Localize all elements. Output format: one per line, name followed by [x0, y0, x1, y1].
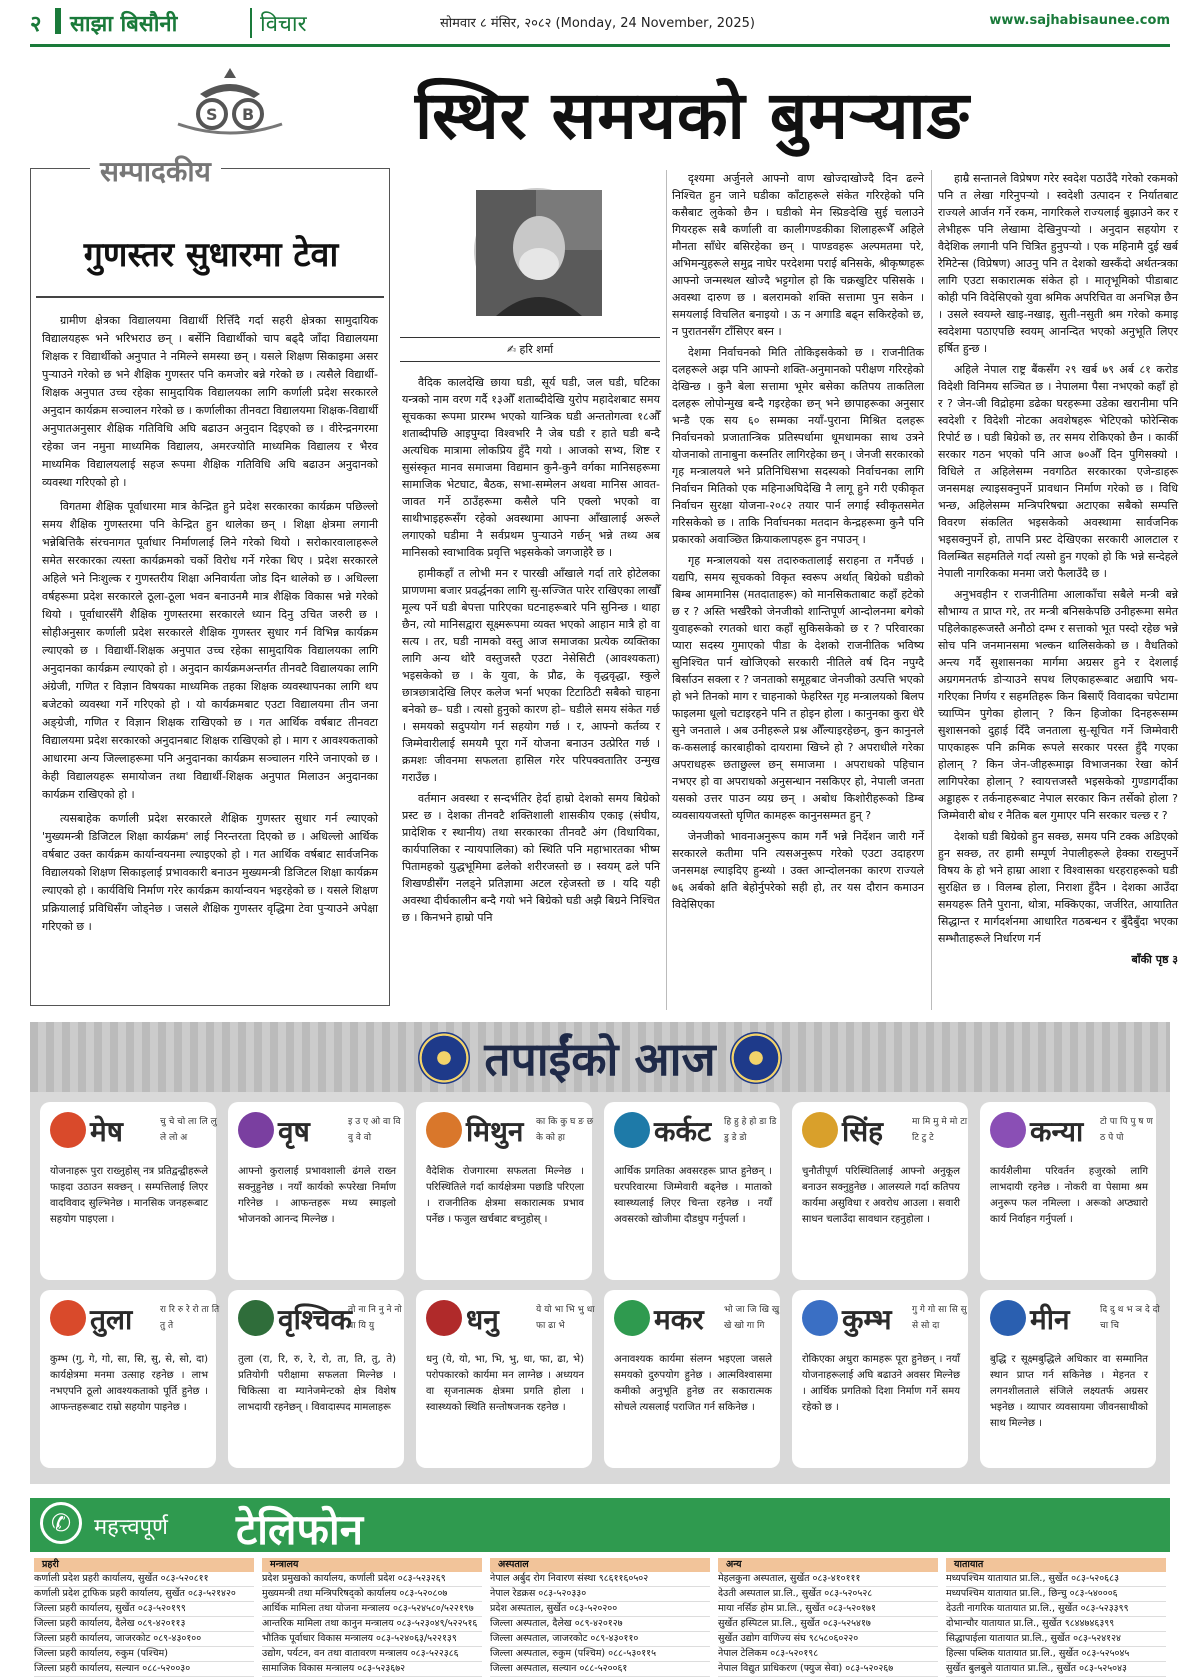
website-link[interactable]: www.sajhabisaunee.com [989, 13, 1170, 28]
horoscope-card-header [990, 1298, 1160, 1342]
article-paragraph: अहिले नेपाल राष्ट्र बैंकसँग २९ खर्ब ७९ अर्ब ८१ करोड विदेशी विनिमय सञ्चित छ । नेपालमा पैसा नभएको कहाँ हो र ? जेन-जी विद्रोहमा डढेका घरहरूमा उडेका खरानीमा पनि स्वदेशी र विदेशी नोटका अवशेषहरू भेटिएको फोरेन्सिक रिपोर्ट छ । घडी बिग्रेको छ, तर समय रोकिएको छैन । कार्की सरकार गठन भएको पनि आज ७०औँ दिन पुगिसक्यो । विधिले त अहिलेसम्म नवगठित सरकारका एजेन्डाहरू जनसमक्ष ल्याइसक्नुपर्ने प्रावधान निर्माण गरेको छ । विधि भन्छ, अहिलेसम्म मन्त्रिपरिषद्मा अटाएका सबैको सम्पत्ति विवरण संकलित भइसकेको अवस्थामा सार्वजनिक भइसक्नुपर्ने हो, तापनि प्रस्ट देखिएका सरकारी आलटाल र विलम्बित सहमतिले गर्दा त्यसो हुन गएको हो कि भन्ने सन्देहले नेपाली नागरिकका मनमा जरो फैलाउँदै छ । [938, 363, 1178, 580]
horoscope-text: कार्यशैलीमा परिवर्तन हजुरको लागि लाभदायी रहनेछ । नोकरी वा पेसामा श्रम अनुरूप फल नमिल्ला । अरूको अप्ठ्यारो कार्य निर्वाहन गर्नुपर्ला । [990, 1166, 1148, 1225]
logo-letter-b: B [242, 105, 255, 124]
telephone-entry: मुख्यमन्त्री तथा मन्त्रिपरिषद्को कार्यालय ०८३-५२०८०७ [262, 1587, 482, 1602]
telephone-category: अस्पताल [490, 1558, 710, 1572]
horoscope-card-mesh [40, 1102, 216, 1280]
cancer-icon [614, 1112, 650, 1148]
telephone-category: मन्त्रालय [262, 1558, 482, 1572]
sign-name: कर्कट [654, 1115, 712, 1148]
horoscope-text: कुम्भ (गु, गे, गो, सा, सि, सु, से, सो, दा) कार्यक्षेत्रमा मनमा उत्साह रहनेछ । लाभ नभएपनि ठूलो आवश्यकताको पूर्ति हुनेछ । आफन्तहरूबाट राम्रो सहयोग पाइनेछ । [50, 1354, 208, 1413]
telephone-entry: सुर्खेत उद्योग वाणिज्य संघ ९८५८०६०२२० [718, 1632, 938, 1647]
column-divider [931, 170, 932, 1010]
telephone-column [490, 1558, 710, 1674]
telephone-subtitle: महत्त्वपूर्ण [94, 1515, 168, 1540]
sign-name: तुला [90, 1303, 133, 1336]
horoscope-text: धनु (ये, यो, भा, भि, भु, धा, फा, ढा, भे) परोपकारको कार्यमा मन लाग्नेछ । अध्ययन वा सृजनात्मक क्षेत्रमा प्रगति होला । स्वास्थ्यको स्थिति सन्तोषजनक रहनेछ । [426, 1354, 584, 1413]
telephone-entry: माया नर्सिङ होम प्रा.लि., सुर्खेत ०८३-५२०१७१ [718, 1602, 938, 1617]
horoscope-card-header [614, 1298, 780, 1342]
article-column-2 [672, 170, 924, 1014]
horoscope-card-header [426, 1298, 595, 1342]
horoscope-card-kumbha [792, 1290, 968, 1468]
issue-date: सोमवार ८ मंसिर, २०८२ (Monday, 24 November, 2025) [440, 16, 755, 31]
sign-name: मीन [1030, 1303, 1070, 1336]
sign-letters: रा रि रु रे रो ता ति तु ते [160, 1305, 220, 1331]
editorial-tag: सम्पादकीय [90, 152, 221, 190]
sign-letters: मा मि मु मे मो टा टि टु टे [912, 1117, 968, 1143]
telephone-category: अन्य [718, 1558, 938, 1572]
telephone-entry: जिल्ला प्रहरी कार्यालय, सल्यान ०८८-५२००३० [34, 1662, 254, 1677]
article-paragraph: वर्तमान अवस्था र सन्दर्भतिर हेर्दा हाम्रो देशको समय बिग्रेको प्रस्ट छ । देशका तीनवटै शक्तिशाली शासकीय एकाइ (संघीय, प्रादेशिक र स्थानीय) तथा सरकारका तीनवटै अंग (विधायिका, कार्यपालिका र न्यायपालिका) को स्थिति पनि महाभारतका भीष्म पितामहको युद्धभूमिमा ढलेको शरीरजस्तो छ । स्वयम् ढले पनि शिखण्डीसँग नलड्ने प्रतिज्ञामा अटल रहेजस्तो छ । यदि यही अवस्था दीर्घकालीन बन्दै गयो भने बिग्रेको घडी अझै बिग्रने निश्चित छ । किनभने हाम्रो पनि [402, 792, 660, 924]
sign-letters: चु चे चो ला लि लु ले लो अ [160, 1117, 217, 1143]
horoscope-card-meen [980, 1290, 1160, 1468]
telephone-entry: सिद्धापाईला यातायात प्रा.लि., सुर्खेत ०८३-५२४१२४ [946, 1632, 1166, 1647]
telephone-entry: दोभान्चौर यातायात प्रा.लि., सुर्खेत ९८४४७४६३९९ [946, 1617, 1166, 1632]
telephone-entry: आर्थिक मामिला तथा योजना मन्त्रालय ०८३-५२४५८०/५२२१९७ [262, 1602, 482, 1617]
telephone-category: यातायात [946, 1558, 1166, 1572]
horoscope-card-header [50, 1298, 220, 1342]
telephone-column [946, 1558, 1166, 1674]
sign-letters: टो पा पि पु ष ण ठ पे पो [1100, 1117, 1153, 1143]
sign-letters: का कि कु घ ङ छ के को हा [536, 1117, 594, 1143]
sign-letters: दि दु थ भ ञ दे दो चा चि [1100, 1305, 1160, 1331]
horoscope-card-vrishchik [228, 1290, 404, 1468]
telephone-entry: कर्णाली प्रदेश ट्राफिक प्रहरी कार्यालय, सुर्खेत ०८३-५२१४२० [34, 1587, 254, 1602]
telephone-entry: प्रदेश अस्पताल, सुर्खेत ०८३-५२०२०० [490, 1602, 710, 1617]
article-paragraph: दृश्यमा अर्जुनले आफ्नो वाण खोज्दाखोज्दै दिन ढल्ने निश्चित हुन जाने घडीका काँटाहरूले संकेत गरिरहेको पनि कसैबाट लुकेको छैन । घडीको मेन स्प्रिङदेखि सुई चलाउने गियरहरू सबै कर्णाली वा कालीगण्डकीका शिलाहरूभैँ अहिले मौनता साँधेर बसिरहेका छन् । पाण्डवहरू अल्पमतमा परे, अभिमन्युहरूले समुद्र नाघेर परदेशमा पराई बनिसके, श्रीकृष्णहरू आफ्नो जन्मस्थल खोज्दै भट्टगोल हो कि चक्रखुटिर पसिसके । अवस्था दारुण छ । बलरामको शक्ति सत्तामा पुन सकेन । समयलाई विचलित बनाइयो । ऊ न अगाडि बढ्न सकिरहेको छ, न पुरातनसँग टाँसिएर बस्न । [672, 172, 924, 338]
sign-name: वृश्चिक [278, 1303, 353, 1336]
logo-letter-s: S [206, 105, 218, 124]
article-paragraph: वैदिक कालदेखि छाया घडी, सूर्य घडी, जल घडी, घटिका यन्त्रको नाम वरण गर्दै १३औँ शताब्दीदेखि युरोप महादेशबाट समय सूचकका रूपमा प्रारम्भ भएको यान्त्रिक घडी अन्ततोगत्वा १८औँ शताब्दीपछि आइपुग्दा विश्वभरि नै जेब घडी र हाते घडी बन्दै अत्यधिक मात्रामा लोकप्रिय हुँदै गयो । आजको सभ्य, शिष्ट र सुसंस्कृत मानव समाजमा विद्यमान कुनै-कुनै वर्गका मानिसहरूमा सामाजिक भेटघाट, बैठक, सभा-सम्मेलन अथवा मानिस आवत-जावत गर्ने ठाउँहरूमा कसैले पनि एक्लो भएको वा साथीभाइहरूसँग रहेको अवस्थामा आफ्ना आँखालाई अरूले लगाएको घडीमा नै सर्वप्रथम पुऱ्याउने गर्छन् भन्ने तथ्य अब मानिसको स्वाभाविक प्रवृत्ति भइसकेको जगजाहेरै छ । [402, 376, 660, 559]
horoscope-title: तपाईंको आज [484, 1032, 716, 1086]
telephone-entry: नेपाल रेडक्रस ०८३-५२०३३० [490, 1587, 710, 1602]
pisces-icon [990, 1300, 1026, 1336]
horoscope-header [370, 1028, 830, 1088]
horoscope-card-header [426, 1110, 594, 1154]
telephone-entry: नेपाल टेलिकम ०८३-५२०१९८ [718, 1647, 938, 1662]
article-paragraph: हामीकहाँ त लोभी मन र पारखी आँखाले गर्दा तारे होटेलका प्राणणमा बजार प्रवर्द्धनका लागि सु-सज्जित पारेर राखिएका लाखौँ मूल्य पर्ने घडी बेपत्ता पारिएका घटनाहरूबारे पनि सुनिन्छ । थाहा छैन, त्यो मानिसद्वारा सूक्ष्मरूपमा व्यक्त भएको आहान मात्रै हो वा सत्य । तर, घडी नामको वस्तु आज समाजका प्रत्येक व्यक्तिका लागि अन्य थोरै वस्तुजस्तै एउटा नेसेसिटी (आवश्यकता) भइसकेको छ । के युवा, के प्रौढ, के वृद्धवृद्धा, स्कुले छात्रछात्रादेखि लिएर कलेज भर्ना भएका टिटाठिटी सबैको चाहना बनेको छ– घडी । त्यसो हुनुको कारण हो– घडीले समय संकेत गर्छ । समयको सदुपयोग गर्न सहयोग गर्छ । र, आफ्नो कर्तव्य र जिम्मेवारीलाई समयमै पूरा गर्ने योजना बनाउन उत्प्रेरित गर्छ । क्रमशः जीवनमा सफलता हासिल गरेर परिपक्वतातिर उन्मुख गराउँछ । [402, 567, 660, 784]
telephone-entry: प्रदेश प्रमुखको कार्यालय, कर्णाली प्रदेश ०८३-५२३२६९ [262, 1572, 482, 1587]
telephone-entry: सुर्खेत हस्पिटल प्रा.लि., सुर्खेत ०८३-५२५४१७ [718, 1617, 938, 1632]
horoscope-text: अनावश्यक कार्यमा संलग्न भइएला जसले समयको दुरुपयोग हुनेछ । आत्मविश्वासमा कमीको अनुभूति हुनेछ तर सकारात्मक सोचले त्यसलाई पराजित गर्न सकिनेछ । [614, 1354, 772, 1413]
horoscope-card-header [238, 1110, 401, 1154]
sign-letters: इ उ ए ओ वा वि वु वे वो [348, 1117, 401, 1143]
horoscope-text: बुद्धि र सूक्ष्मबुद्धिले अधिकार वा सम्मानित स्थान प्राप्त गर्न सकिनेछ । मेहनत र लगनशीलताले संजिले लक्ष्यतर्फ अग्रसर भइनेछ । व्यापार व्यवसायमा जीवनसाथीको साथ मिल्नेछ । [990, 1354, 1148, 1429]
sign-letters: ये यो भा भि भु धा फा ढा भे [536, 1305, 595, 1331]
horoscope-card-makar [604, 1290, 780, 1468]
telephone-entry: आन्तरिक मामिला तथा कानुन मन्त्रालय ०८३-५२३०४९/५२२५१६ [262, 1617, 482, 1632]
capricorn-icon [614, 1300, 650, 1336]
telephone-entry: मध्यपश्चिम यातायात प्रा.लि., सुर्खेत ०८३-५२०६८३ [946, 1572, 1166, 1587]
telephone-entry: जिल्ला प्रहरी कार्यालय, जाजरकोट ०८९-४३०१०० [34, 1632, 254, 1647]
telephone-column [718, 1558, 938, 1674]
editorial-paragraph: ग्रामीण क्षेत्रका विद्यालयमा विद्यार्थी रित्तिँदै गर्दा सहरी क्षेत्रका सामुदायिक विद्यालयहरू भने भरिभराउ छन् । बर्सेनि विद्यार्थीको चाप बढ्दै जाँदा विद्यालयमा शिक्षक र विद्यार्थीको अनुपात ने नमिल्ने समस्या छन् । यसले शिक्षण सिकाइमा असर पुऱ्याउने गरेको छ भने शैक्षिक गुणस्तर पनि कमजोर बन्ने गरेको छ । त्यसैले विद्यार्थी-शिक्षक अनुपात उच्च रहेका सामुदायिक विद्यालयका लागि कर्णाली प्रदेश सरकारले अनुदान कार्यक्रम सञ्चालन गरेको छ । कर्णालीका तीनवटा विद्यालयमा शिक्षक-विद्यार्थी अनुपातअनुसार शैक्षिक गतिविधि अघि बढाउन अनुदान दिइएको छ । वीरेन्द्रनगरमा रहेका जन नमुना माध्यमिक विद्यालय, अमरज्योति माध्यमिक विद्यालय र भैरव माध्यमिक विद्यालयलाई सहज रूपमा शैक्षिक गतिविधि अघि बढाउन अनुदानको व्यवस्था गरिएको हो । [42, 314, 378, 489]
scorpio-icon [238, 1300, 274, 1336]
horoscope-card-header [50, 1110, 217, 1154]
taurus-icon [238, 1112, 274, 1148]
editorial-body [42, 312, 378, 942]
telephone-entry: भौतिक पूर्वाधार विकास मन्त्रालय ०८३-५२४०६३/५२२१३९ [262, 1632, 482, 1647]
logo [170, 64, 290, 144]
article-paragraph: गृह मन्त्रालयको यस तदारुकतालाई सराहना त गर्नैपर्छ । यद्यपि, समय सूचकको विकृत स्वरूप अर्थात् बिग्रेको घडीको बिम्ब आममानिस (मतदाताहरू) को मानसिकताबाट कहाँ हटेको छ र ? अस्ति भर्खरैको जेनजीको शान्तिपूर्ण आन्दोलनमा बगेको युवाहरूको रगतको धारा कहाँ सुकिसकेको छ र ? परिवारका प्यारा सदस्य गुमाएको पीडा के देशको राजनीतिक भविष्य सुनिश्चित पार्न खोजिएको सरकारी नीतिले वर्ष दिन नपुग्दै बिर्साउन सक्ला र ? जनताको समूहबाट जेनजीको उत्पत्ति भएको हो भने तिनको माग र चाहनाको फेहरिस्त गृह मन्त्रालयको बिलप फाइलमा धूलो चटाइरहने पनि त होइन होला । कानुनका कुरा धेरै सुने जनताले । अब उनीहरूले प्रश्न औँल्याइरहेछन्, कुन कानुनले क-कसलाई कारबाहीको दायरामा खिच्ने हो ? अपराधीले गरेका अपराधहरू छताछुल्ल छन् समाजमा । अपराधको पहिचान नभएर हो वा अपराधको अनुसन्धान नसकिएर हो, नेपाली जनता यसको उत्तर पाउन व्यग्र छन् । अबोध किशोरीहरूको डिम्ब व्यवसाययजस्तो घृणित कामहरू कानुनसम्मत हुन् ? [672, 554, 924, 822]
article-paragraph: अनुभवहीन र राजनीतिमा आलाकाँचा सबैले मन्त्री बन्ने सौभाग्य त प्राप्त गरे, तर मन्त्री बनिसकेपछि उनीहरूमा समेत पहिलेकाहरूजस्तै अनौठो दम्भ र सत्ताको भूत पस्दो रहेछ भन्ने सोच पनि जनमानसमा भल्कन थालिसकेको छ । वैधतिको अन्त्य गर्दै सुशासनका मार्गमा अग्रसर हुने र देशलाई अग्रगमनतर्फ डोऱ्याउने सपथ लिएकाहरूबाट अद्यापि भय-गरिएका निर्णय र सहमतिहरू किन बिसाएँ विवादका चपेटामा च्याप्पिन पुगेका होलान् ? किन हिजोका दिनहरूसम्म सुशासनको दुहाई दिँदै जनताला सु-सूचित गर्ने जिम्मेवारी पाएकाहरू पनि क्रमिक रूपले सरकार परस्त हुँदै गएका होलान् ? किन जेन-जीहरूमाझ विभाजनका रेखा कोर्न लागिपरेका होलान् ? स्वायत्तजस्तै भइसकेको गुण्डागर्दीका अड्डाहरू र तर्कनाहरूबाट नेपाल सरकार किन तर्सेको होला ? जिम्मेवारी बोध र नैतिक बल गुमाएर पनि सरकार चल्छ र ? [938, 588, 1178, 822]
author-byline: ✍ हरि शर्मा [400, 337, 660, 362]
sign-name: कन्या [1030, 1115, 1084, 1148]
horoscope-card-vrish [228, 1102, 404, 1280]
sign-name: धनु [466, 1303, 499, 1336]
telephone-entry: जिल्ला अस्पताल, जाजरकोट ०८९-४३०११० [490, 1632, 710, 1647]
editorial-divider [36, 296, 384, 298]
page-number: २ [30, 12, 42, 37]
sign-letters: भो जा जि खि खु खे खो गा गि [724, 1305, 780, 1331]
sign-name: मिथुन [466, 1115, 524, 1148]
sign-letters: गु गे गो सा सि सु से सो दा [912, 1305, 967, 1331]
horoscope-card-header [802, 1298, 967, 1342]
masthead [0, 0, 1200, 44]
telephone-entry: देउती अस्पताल प्रा.लि., सुर्खेत ०८३-५२०५२८ [718, 1587, 938, 1602]
horoscope-text: वैदेशिक रोजगारमा सफलता मिल्नेछ । परिस्थितिले गर्दा कार्यक्षेत्रमा पछाडि परिएला । राजनीतिक क्षेत्रमा सकारात्मक प्रभाव पर्नेछ । फजुल खर्चबाट बच्नुहोस् । [426, 1166, 584, 1225]
article-paragraph: देशको घडी बिग्रेको हुन सक्छ, समय पनि टक्क अडिएको हुन सक्छ, तर हामी सम्पूर्ण नेपालीहरूले हेक्का राख्नुपर्ने विषय के हो भने हाम्रा आशा र विश्वासका धरहराहरूको घडी सुरक्षित छ । विलम्ब होला, निराशा हुँदैन । देशका आउँदा समयहरू तिनै पुराना, थोत्रा, मक्किएका, जर्जरित, आयातित सिद्धान्त र मार्गदर्शनमा आधारित गठबन्धन र बुँदैबुँदा भएका सम्भौताहरूले निर्धारण गर्न [938, 830, 1178, 945]
editorial-title: गुणस्तर सुधारमा टेवा [83, 235, 339, 275]
horoscope-card-kanya [980, 1102, 1156, 1280]
page-number-bar [55, 8, 61, 34]
article-paragraph: जेनजीको भावनाअनुरूप काम गर्नै भन्ने निर्देशन जारी गर्ने सरकारले कतीमा पनि त्यसअनुरूप गरेको एउटा उदाहरण जनसमक्ष ल्याइदिए हुन्थ्यो । उक्त आन्दोलनका कारण राज्यले ७६ अर्बको क्षति बेहोर्नुपरेको सही हो, तर यस दौरान कमाउन विदेसिएका [672, 830, 924, 911]
telephone-entry: जिल्ला अस्पताल, सल्यान ०८८-५२००६१ [490, 1662, 710, 1677]
article-column-3 [938, 170, 1178, 1014]
telephone-entry: सामाजिक विकास मन्त्रालय ०८३-५२३६७२ [262, 1662, 482, 1677]
horoscope-card-simha [792, 1102, 968, 1280]
sign-name: सिंह [842, 1115, 884, 1148]
telephone-column [34, 1558, 254, 1674]
sign-name: मेष [90, 1115, 123, 1148]
telephone-title: टेलिफोन [236, 1505, 364, 1554]
telephone-entry: देउती नागरिक यातायात प्रा.लि., सुर्खेत ०८३-५२३३९९ [946, 1602, 1166, 1617]
gemini-icon [426, 1112, 462, 1148]
horoscope-card-mithun [416, 1102, 592, 1280]
section-name: विचार [250, 8, 307, 38]
leo-icon [802, 1112, 838, 1148]
continued-page-link[interactable]: बाँकी पृष्ठ ३ [1131, 953, 1178, 966]
telephone-entry: कर्णाली प्रदेश प्रहरी कार्यालय, सुर्खेत ०८३-५२०८११ [34, 1572, 254, 1587]
horoscope-card-header [990, 1110, 1153, 1154]
horoscope-text: आर्थिक प्रगतिका अवसरहरू प्राप्त हुनेछन् । घरपरिवारमा जिम्मेवारी बढ्नेछ । माताको स्वास्थ्यलाई लिएर चिन्ता रहनेछ । नयाँ अवसरको खोजीमा दौडधुप गर्नुपर्ला । [614, 1166, 772, 1225]
telephone-column [262, 1558, 482, 1674]
zodiac-wheel-icon [730, 1032, 782, 1084]
horoscope-card-header [238, 1298, 402, 1342]
horoscope-card-karkat [604, 1102, 780, 1280]
telephone-entry: मेहलकुना अस्पताल, सुर्खेत ०८३-४१०१११ [718, 1572, 938, 1587]
author-photo [474, 188, 600, 314]
horoscope-card-header [614, 1110, 777, 1154]
sign-name: वृष [278, 1115, 310, 1148]
sagittarius-icon [426, 1300, 462, 1336]
masthead-rule [30, 44, 1170, 47]
article-column-1 [402, 374, 660, 1014]
telephone-entry: उद्योग, पर्यटन, वन तथा वातावरण मन्त्रालय ०८३-५२२३८६ [262, 1647, 482, 1662]
aries-icon [50, 1112, 86, 1148]
newspaper-brand: साझा बिसौनी [70, 12, 178, 37]
horoscope-text: योजनाहरू पुरा राख्नुहोस् नत्र प्रतिद्वन्द्वीहरूले फाइदा उठाउन सक्छन् । सम्पत्तिलाई लिएर वादविवाद सुल्भिनेछ । मानसिक जनहरूबाट सहयोग पाइएला । [50, 1166, 208, 1225]
article-paragraph: देशमा निर्वाचनको मिति तोकिइसकेको छ । राजनीतिक दलहरूले अझ पनि आफ्नो शक्ति-अनुमानको परीक्षण गरिरहेको देखिन्छ । कुनै बेला सत्तामा भूमेर बसेका कतिपय ताकतिला दलहरू लोपोन्मुख बन्दै गइरहेका छन् भने छापाहरूका अनुसार भन्डै एक सय ६० सम्मका नयाँ-पुराना मिश्रित दलहरू निर्वाचनको प्रजातान्त्रिक प्रतिस्पर्धामा धूमधामका साथ उत्रने योजनाको तानाबुना कस्नतिर लागिरहेका छन् । जेनजी सरकारको गृह मन्त्रालयले भने प्रतिनिधिसभा सदस्यको निर्वाचनका लागि निर्वाचन मितिको एक महिनाअघिदेखि नै लागू हुने गरी एकीकृत निर्वाचन सुरक्षा योजना-२०८२ तयार पार्न लगाई स्वीकृतसमेत गरिसकेको छ । ताकि निर्वाचनका मतदान केन्द्रहरूमा कुनै पनि प्रकारको अवाञ्छित क्रियाकलापहरू हुन नपाउन् । [672, 346, 924, 546]
article-headline: स्थिर समयको बुमऱ्याङ [415, 76, 970, 154]
telephone-entry: नेपाल अर्बुद रोग निवारण संस्था ९८६११६०५०२ [490, 1572, 710, 1587]
sign-name: मकर [654, 1303, 704, 1336]
telephone-entry: जिल्ला अस्पताल, रुकुम (पश्चिम) ०८८-५३०११५ [490, 1647, 710, 1662]
telephone-entry: सुर्खेत बुलबुले यातायात प्रा.लि., सुर्खेत ०८३-५२५०४३ [946, 1662, 1166, 1677]
editorial-paragraph: त्यसबाहेक कर्णाली प्रदेश सरकारले शैक्षिक गुणस्तर सुधार गर्न ल्याएको 'मुख्यमन्त्री डिजिटल शिक्षा कार्यक्रम' लाई निरन्तरता दिएको छ । अधिल्लो आर्थिक वर्षबाट उक्त कार्यक्रम कार्यान्वयनमा ल्याइएको हो । गत आर्थिक वर्षबाट सार्वजनिक विद्यालयको शिक्षण सिकाइलाई प्रभावकारी बनाउन मुख्यमन्त्री डिजिटल शिक्षा कार्यक्रम ल्याएको हो । कार्यविधि निर्माण गरेर कार्यक्रम कार्यान्वयन भइरहेको छ । यसले शिक्षण प्रक्रियालाई प्रविधिसँग जोड्नेछ । जसले शैक्षिक गुणस्तर वृद्धिमा टेवा पुऱ्याउने अपेक्षा गरिएको छ । [42, 812, 378, 933]
phone-icon: ✆ [40, 1502, 82, 1544]
horoscope-card-dhanu [416, 1290, 595, 1468]
horoscope-card-header [802, 1110, 968, 1154]
horoscope-text: रोकिएका अधुरा कामहरू पूरा हुनेछन् । नयाँ योजनाहरूलाई अघि बढाउने अवसर मिल्नेछ । आर्थिक प्रगतिको दिशा निर्माण गर्ने समय रहेको छ । [802, 1354, 960, 1413]
column-divider [666, 170, 667, 1010]
zodiac-wheel-icon [418, 1032, 470, 1084]
sign-letters: हि हु हे हो डा डि डु डे डो [724, 1117, 777, 1143]
virgo-icon [990, 1112, 1026, 1148]
telephone-entry: नेपाल विद्युत प्राधिकरण (फ्युज सेवा) ०८३-५२०२६७ [718, 1662, 938, 1677]
telephone-header [30, 1498, 1170, 1552]
telephone-entry: जिल्ला प्रहरी कार्यालय, रुकुम (पश्चिम) [34, 1647, 254, 1662]
editorial-paragraph: विगतमा शैक्षिक पूर्वाधारमा मात्र केन्द्रित हुने प्रदेश सरकारका कार्यक्रम पछिल्लो समय शैक्षिक गुणस्तरमा पनि केन्द्रित हुन थालेका छन् । शिक्षा क्षेत्रमा लगानी भन्नेबित्तिकै संरचनागत पूर्वाधार निर्माणलाई लिने गरेको थियो । सरोकारवालाहरूले समेत सरकारका त्यस्ता कार्यक्रमको चर्को विरोध गर्ने गरेका थिए । प्रदेश सरकारले अहिले भने निःशुल्क र गुणस्तरीय शिक्षा अनिवार्यता जोड दिन थालेको छ । अधिल्ला वर्षहरूमा प्रदेश सरकारले ठूला-ठूला भवन बनाउनमै मात्र शैक्षिक विकास भन्ने गरेको थियो । पूर्वाधारसँगै शैक्षिक गुणस्तरमा सरकारले ध्यान दिनु उचित जरुरी छ । सोहीअनुसार कर्णाली प्रदेश सरकारले शैक्षिक गुणस्तर सुधार गर्न विभिन्न कार्यक्रम ल्याएको छ । विद्यार्थी-शिक्षक अनुपात उच्च रहेका सामुदायिक विद्यालयका लागि अनुदानका कार्यक्रम ल्याएको हो । अनुदान कार्यक्रमअन्तर्गत तीनवटै विद्यालयका लागि अंग्रेजी, गणित र विज्ञान विषयका माध्यमिक तहका शिक्षक व्यवस्थापनका लागि थप बजेटको व्यवस्था गर्ने गरिएको हो । यो कार्यक्रमबाट एउटा विद्यालयमा तीन जना अङ्ग्रेजी, गणित र विज्ञान शिक्षक राखिएको छ । गत आर्थिक वर्षबाट तीनवटा विद्यालयमा प्रदेश सरकारको अनुदानबाट शिक्षक राखिएको हो । माग र आवश्यकताको आधारमा अन्य जिल्लाहरूमा पनि अनुदानका कार्यक्रम सञ्चालन गरिने जनाएको छ । केही विद्यालयहरू समायोजन तथा विद्यार्थी-शिक्षक अनुपात मिलाउन अनुदानका कार्यक्रम राखिएको हो । [42, 500, 378, 801]
telephone-category: प्रहरी [34, 1558, 254, 1572]
aquarius-icon [802, 1300, 838, 1336]
article-paragraph: हाम्रै सन्तानले विप्रेषण गरेर स्वदेश पठाउँदै गरेको रकमको पनि त लेखा गरिनुपऱ्यो । स्वदेशी उत्पादन र निर्यातबाट राज्यले आर्जन गर्ने रकम, नागरिकले राज्यलाई बुझाउने कर र लेभीहरू पनि लेखामा देखिनुपऱ्यो । अनुदान सहयोग र वैदेशिक लगानी पनि चित्रित हुनुपऱ्यो । एक महिनामै दुई खर्ब रेमिटेन्स (विप्रेषण) आउनु पनि त देशको खस्कँदो अर्थतन्त्रका लागि एउटा सकारात्मक संकेत हो । मातृभूमिको पीडाबाट कोही पनि विदेसिएको युवा श्रमिक अपरिचित वा अनभिज्ञ छैन । उसले स्वयम्ले खाइ-नखाइ, सुती-नसुती श्रम गरेको कमाइ स्वदेशमा पठाएपछि स्वयम् आनन्दित भएको अनुभूति लिएर हर्षित हुन्छ । [938, 172, 1178, 355]
horoscope-text: चुनौतीपूर्ण परिस्थितिलाई आफ्नो अनुकूल बनाउन सक्नुहुनेछ । आलस्यले गर्दा कतिपय कार्यमा असुविधा र अवरोध आउला । सवारी साधन चलाउँदा सावधान रहनुहोला । [802, 1166, 960, 1225]
telephone-entry: जिल्ला अस्पताल, दैलेख ०८९-४२०१२७ [490, 1617, 710, 1632]
telephone-entry: हिल्सा पब्लिक यातायात प्रा.लि., सुर्खेत ०८३-५२५०४५ [946, 1647, 1166, 1662]
libra-icon [50, 1300, 86, 1336]
telephone-entry: जिल्ला प्रहरी कार्यालय, सुर्खेत ०८३-५२०१९९ [34, 1602, 254, 1617]
sign-name: कुम्भ [842, 1303, 892, 1336]
horoscope-card-tula [40, 1290, 220, 1468]
horoscope-text: तुला (रा, रि, रु, रे, रो, ता, ति, तु, ते) प्रतियोगी परीक्षामा सफलता मिल्नेछ । चिकित्सा वा म्यानेजमेन्टको क्षेत्र विशेष लाभदायी रहनेछन् । विवादास्पद मामलाहरू [238, 1354, 396, 1413]
telephone-entry: जिल्ला प्रहरी कार्यालय, दैलेख ०८९-४२०११३ [34, 1617, 254, 1632]
horoscope-text: आफ्नो कुरालाई प्रभावशाली ढंगले राख्न सक्नुहुनेछ । नयाँ कार्यको रूपरेखा निर्माण गरिनेछ । आफन्तहरू मध्य स्माइलो भोजनको आनन्द मिल्नेछ । [238, 1166, 396, 1225]
telephone-entry: मध्यपश्चिम यातायात प्रा.लि., छिन्चु ०८३-५४०००६ [946, 1587, 1166, 1602]
sign-letters: तो ना नि नु ने नो या यि यु [348, 1305, 402, 1331]
